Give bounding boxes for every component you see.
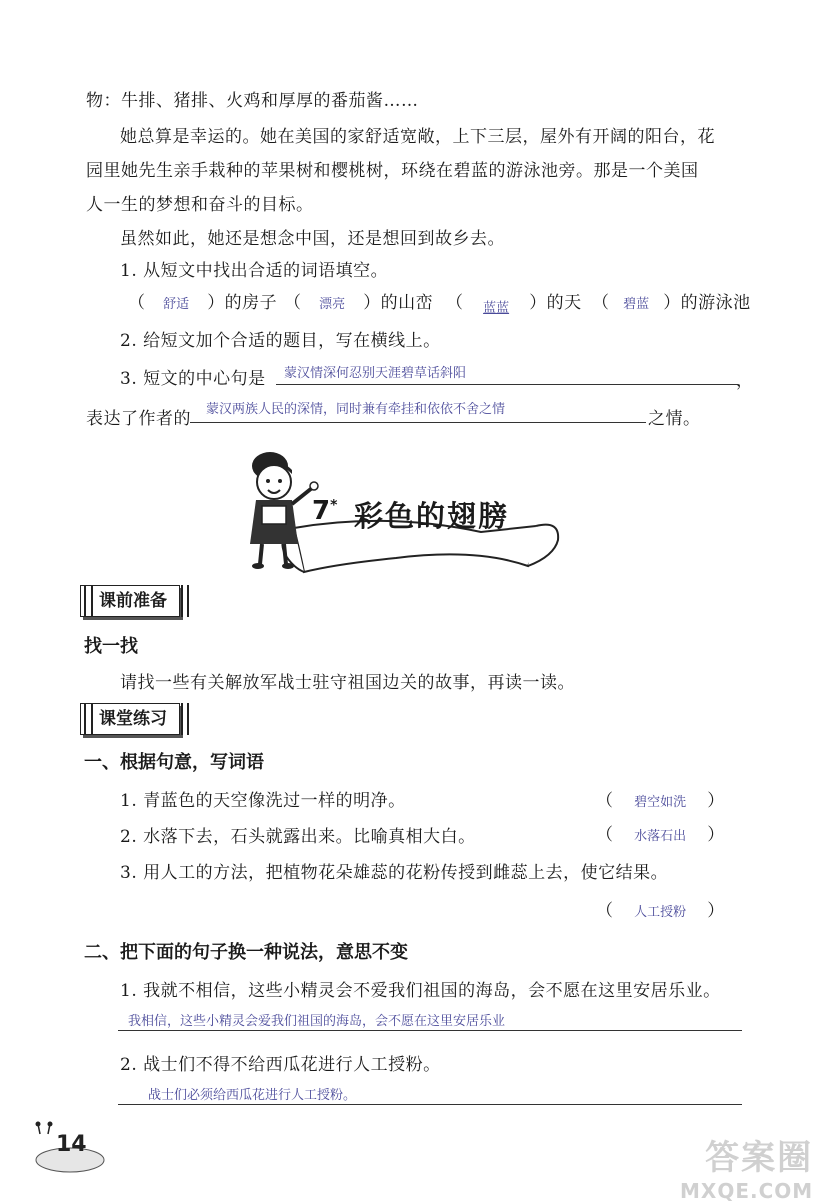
section-tag-practice: 课堂练习 [80,703,180,735]
passage-p2-line-2: 园里她先生亲手栽种的苹果树和樱桃树，环绕在碧蓝的游泳池旁。那是一个美国 [86,161,699,181]
part1-heading: 一、根据句意，写词语 [84,752,264,773]
answer-line-q3 [276,384,738,385]
question-3-answer[interactable]: 蒙汉情深何忍别天涯碧草话斜阳 [284,366,467,381]
watermark-logo [680,1130,813,1203]
rewrite-item-2: 2. 战士们不得不给西瓜花进行人工授粉。 [120,1055,441,1075]
rewrite-answer-2[interactable]: 战士们必须给西瓜花进行人工授粉。 [148,1088,357,1103]
rewrite-item-1: 1. 我就不相信，这些小精灵会不爱我们祖国的海岛，会不愿在这里安居乐业。 [120,981,721,1001]
fill-blank-1: （ 舒适 ）的房子 [128,293,278,313]
answer-line-rewrite-2 [118,1104,742,1105]
word-answer-1-wrap: （ 碧空如洗 ） [596,791,725,811]
passage-line-1: 物：牛排、猪排、火鸡和厚厚的番茄酱…… [86,91,419,111]
prep-heading: 找一找 [84,636,138,657]
watermark-bottom: MXQE.COM [680,1179,814,1203]
passage-p2-line-3: 人一生的梦想和奋斗的目标。 [86,195,314,215]
word-item-3: 3. 用人工的方法，把植物花朵雄蕊的花粉传授到雌蕊上去，使它结果。 [120,863,669,883]
lesson-star: * [330,497,338,514]
fill-blank-4: （ 碧蓝 ）的游泳池 [592,293,751,313]
question-3b-prefix: 表达了作者的 [86,409,191,429]
part2-heading: 二、把下面的句子换一种说法，意思不变 [84,942,408,963]
prep-text: 请找一些有关解放军战士驻守祖国边关的故事，再读一读。 [120,673,575,693]
fill-blank-2: （ 漂亮 ）的山峦 [284,293,434,313]
question-1: 1. 从短文中找出合适的词语填空。 [120,261,389,281]
blank-suffix-3: ）的天 [529,293,582,313]
passage-p3: 虽然如此，她还是想念中国，还是想回到故乡去。 [120,229,505,249]
question-3-prefix: 3. 短文的中心句是 [120,369,266,389]
word-item-1: 1. 青蓝色的天空像洗过一样的明净。 [120,791,406,811]
blank-answer-2: 漂亮 [319,297,346,312]
question-2: 2. 给短文加个合适的题目，写在横线上。 [120,331,441,351]
page-number: 14 [56,1132,87,1157]
lesson-banner [236,448,566,574]
passage-p2-line-1: 她总算是幸运的。她在美国的家舒适宽敞，上下三层，屋外有开阔的阳台，花 [120,127,715,147]
blank-suffix-4: ）的游泳池 [663,293,751,313]
blank-suffix-1: ）的房子 [207,293,278,313]
word-answer-2-wrap: （ 水落石出 ） [596,825,725,845]
watermark-top: 答案圈 [705,1138,814,1178]
blank-answer-3: 蓝蓝 [483,301,510,316]
blank-suffix-2: ）的山峦 [363,293,434,313]
word-item-2: 2. 水落下去，石头就露出来。比喻真相大白。 [120,827,476,847]
question-3-comma: ， [736,371,754,391]
word-answer-1[interactable]: 碧空如洗 [634,795,687,810]
section-tag-prep: 课前准备 [80,585,180,617]
word-answer-3-wrap: （ 人工授粉 ） [596,901,725,921]
word-answer-3[interactable]: 人工授粉 [634,905,687,920]
answer-line-q3b [190,422,646,423]
lesson-number: 7* [312,496,338,526]
question-3b-suffix: 之情。 [648,409,701,429]
answer-line-rewrite-1 [118,1030,742,1031]
blank-answer-4: 碧蓝 [623,297,650,312]
question-3b-answer[interactable]: 蒙汉两族人民的深情，同时兼有牵挂和依依不舍之情 [206,402,506,417]
rewrite-answer-1[interactable]: 我相信，这些小精灵会爱我们祖国的海岛，会不愿在这里安居乐业 [128,1014,506,1029]
page-number-badge [30,1120,110,1176]
lesson-title: 彩色的翅膀 [354,499,510,533]
blank-answer-1: 舒适 [163,297,190,312]
word-answer-2[interactable]: 水落石出 [634,829,687,844]
fill-blank-3: （ 蓝蓝 ）的天 [446,293,582,316]
